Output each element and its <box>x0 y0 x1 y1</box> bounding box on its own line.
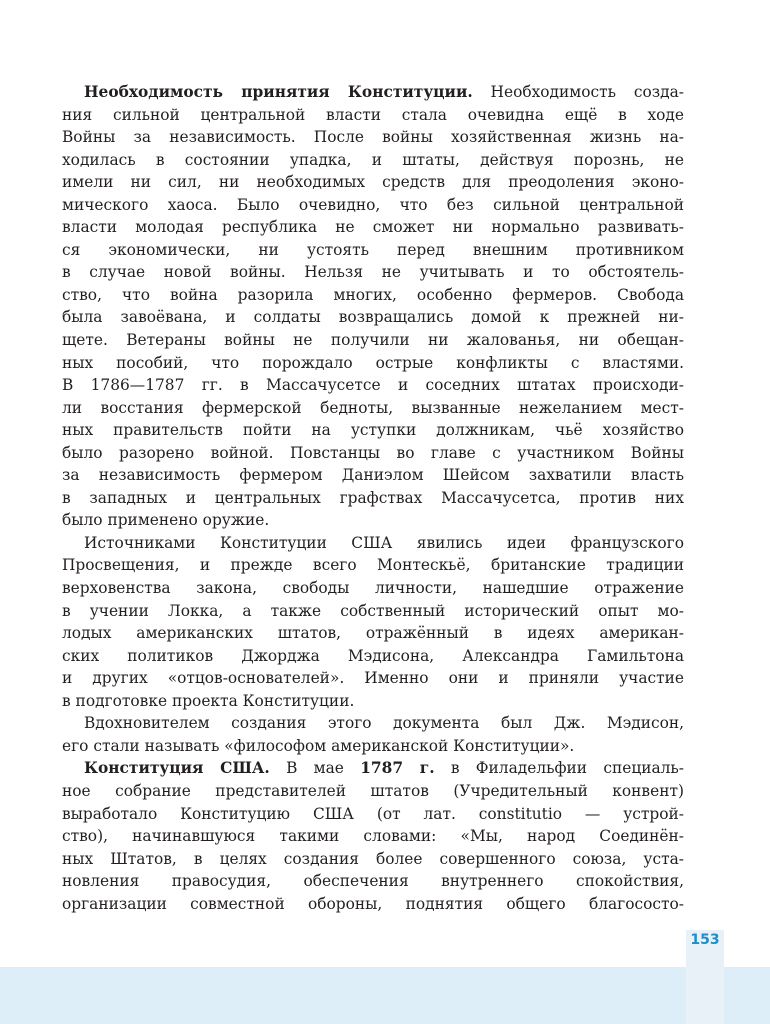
paragraph-us-constitution <box>62 757 684 915</box>
text-line: В 1786—1787 гг. в Массачусетсе и соседних штатах происходи- <box>62 376 684 395</box>
section-heading: Конституция США. <box>84 759 270 778</box>
text-line: Вдохновителем создания этого документа был Дж. Мэдисон, <box>84 714 684 733</box>
page-body <box>62 81 684 915</box>
text-line: щете. Ветераны войны не получили ни жалованья, ни обещан- <box>62 331 684 350</box>
text-line: Источниками Конституции США явились идеи французского <box>84 533 684 552</box>
text-line: власти молодая республика не сможет ни нормально развивать- <box>62 218 684 237</box>
text-line: в подготовке проекта Конституции. <box>62 691 355 710</box>
bold-date: 1787 г. <box>360 759 435 778</box>
text-line: ных пособий, что порождало острые конфликты с властями. <box>62 353 684 372</box>
text-line: имели ни сил, ни необходимых средств для преодоления эконо- <box>62 173 684 192</box>
text-line: ских политиков Джорджа Мэдисона, Александра Гамильтона <box>62 646 684 665</box>
paragraph-madison <box>62 712 684 757</box>
text-line: ходилась в состоянии упадка, и штаты, действуя порознь, не <box>62 150 684 169</box>
text-line: ния сильной центральной власти стала очевидна ещё в ходе <box>62 105 684 124</box>
text-line: ных Штатов, в целях создания более совершенного союза, уста- <box>62 849 684 868</box>
text-line: и других «отцов-основателей». Именно они и приняли участие <box>62 669 684 688</box>
text-line: ство), начинавшуюся такими словами: «Мы, народ Соединён- <box>62 827 684 846</box>
text-line: его стали называть «философом американской Конституции». <box>62 736 575 755</box>
footer-band <box>0 967 770 1024</box>
text-line: за независимость фермером Даниэлом Шейсом захватили власть <box>62 466 684 485</box>
text-line: лодых американских штатов, отражённый в идеях американ- <box>62 624 684 643</box>
text-line: была завоёвана, и солдаты возвращались домой к прежней ни- <box>62 308 684 327</box>
text-line: в западных и центральных графствах Массачусетса, против них <box>62 488 684 507</box>
text-line: выработало Конституцию США (от лат. constitutio — устрой- <box>62 804 684 823</box>
text-line: новления правосудия, обеспечения внутреннего спокойствия, <box>62 872 684 891</box>
section-heading: Необходимость принятия Конституции. <box>84 83 473 101</box>
text-line: организации совместной обороны, поднятия общего благососто- <box>62 894 684 913</box>
text-line: верховенства закона, свободы личности, нашедшие отражение <box>62 579 684 598</box>
page-number: 153 <box>690 932 720 948</box>
text-line: ных правительств пойти на уступки должникам, чьё хозяйство <box>62 421 684 440</box>
text-line: ся экономически, ни устоять перед внешним противником <box>62 240 684 259</box>
text-line: Войны за независимость. После войны хозяйственная жизнь на- <box>62 128 684 147</box>
text-line: ство, что война разорила многих, особенно фермеров. Свобода <box>62 285 684 304</box>
text-line: Необходимость принятия Конституции. Необходимость созда- <box>84 83 684 101</box>
text-line: было применено оружие. <box>62 511 270 530</box>
text-line: мического хаоса. Было очевидно, что без сильной центральной <box>62 195 684 214</box>
text-line: ли восстания фермерской бедноты, вызванные нежеланием мест- <box>62 398 684 417</box>
text-line: Просвещения, и прежде всего Монтескьё, британские традиции <box>62 556 684 575</box>
text-line: в случае новой войны. Нельзя не учитывать и то обстоятель- <box>62 263 684 282</box>
text-line: Конституция США. В мае 1787 г. в Филадельфии специаль- <box>84 759 685 778</box>
text-line: в учении Локка, а также собственный исторический опыт мо- <box>62 601 684 620</box>
text-line: было разорено войной. Повстанцы во главе с участником Войны <box>62 443 684 462</box>
paragraph-constitution-sources <box>62 532 684 712</box>
paragraph-constitution-necessity <box>62 81 684 532</box>
text-line: ное собрание представителей штатов (Учредительный конвент) <box>62 781 684 800</box>
